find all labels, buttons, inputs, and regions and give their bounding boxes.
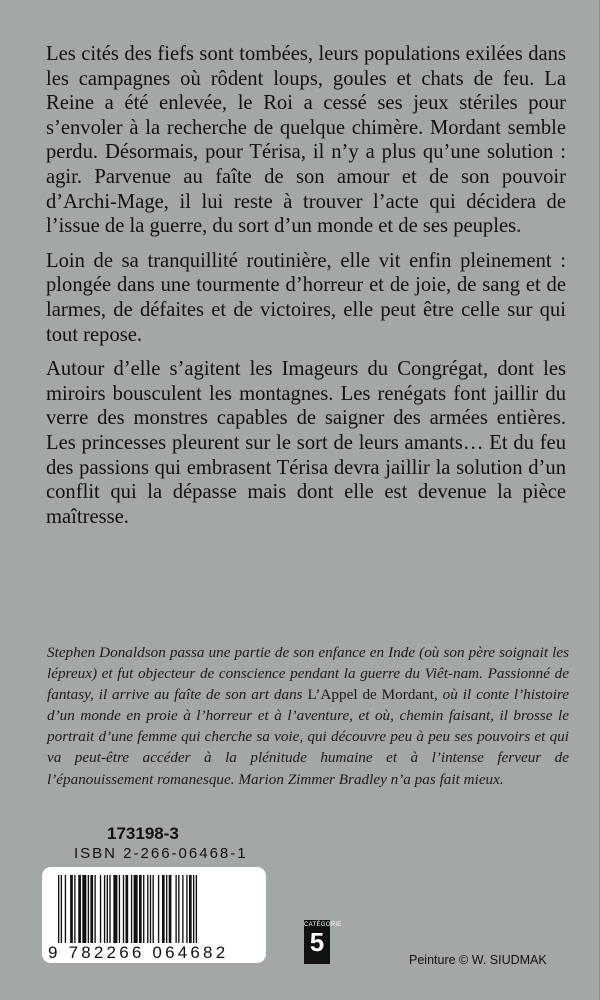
barcode-bar [166,875,167,943]
blurb-text [46,42,566,539]
barcode-bar [123,875,124,943]
barcode-bar [109,875,110,943]
category-number: 5 [309,927,325,957]
bio-book-title: L’Appel de Mordant, [302,686,443,704]
barcode-bar [113,875,117,943]
catalog-code: 173198-3 [107,824,179,843]
cover-art-credit: Peinture © W. SIUDMAK [409,953,547,967]
barcode-bar [178,875,179,943]
barcode-bar [189,875,192,943]
barcode-bar [147,875,148,943]
barcode-bar [186,875,187,943]
author-bio [47,642,569,790]
barcode-bar [150,875,151,943]
barcode-bar [104,875,105,943]
barcode-bar [126,875,129,943]
barcode-bar [100,875,101,943]
barcode-bar [58,875,59,943]
barcode-bar [94,875,95,943]
blurb-paragraph: Loin de sa tranquillité routinière, elle vit enfin pleinement : plongée dans une tourmente d’horreur et de joie, de sang et de larmes, de défaites et de victoires, elle peut être celle sur qui tout repose. [46,249,566,346]
barcode-bar [158,875,159,943]
barcode-bar [134,875,138,943]
barcode-bar [193,875,194,943]
barcode-bar [61,875,62,943]
isbn-number: ISBN 2-266-06468-1 [74,845,248,862]
blurb-paragraph: Autour d’elle s’agitent les Imageurs du Congrégat, dont les miroirs bousculent les montagnes. Les renégats font jaillir du verre des monstres capables de saigner des armées entières. Les princesses pleurent sur le sort de leurs amants… Et du feu des passions qui embrasent Térisa devra jaillir la solution d’un conflit qui la dépasse mais dont elle est devenue la pièce maîtresse. [46,358,566,528]
barcode-bar [169,875,172,943]
barcode [42,867,266,963]
barcode-bar [119,875,120,943]
barcode-bar [65,875,66,943]
barcode-bar [70,875,73,943]
blurb-paragraph: Les cités des fiefs sont tombées, leurs populations exilées dans les campagnes où rôdent loups, goules et chats de feu. La Reine a été enlevée, le Roi a cessé ses jeux stériles pour s’envoler à la recherche de quelque chimère. Mordant semble perdu. Désormais, pour Térisa, il n’y a plus qu’une solution : agir. Parvenue au faîte de son amour et de son pouvoir d’Archi-Mage, il lui reste à trouver l’acte qui décidera de l’issue de la guerre, du sort d’un monde et de ses peuples. [46,43,566,238]
barcode-bar [139,875,142,943]
barcode-bar [175,875,176,943]
barcode-bar [74,875,75,943]
barcode-bar [82,875,86,943]
bio-text-part1: Stephen Donaldson passa une partie de son enfance en Inde (où son père soignait les lépreux) et fut objecteur de conscience pendant la guerre du Viêt-nam. Passionné de fantasy, il arrive au faîte de son art dans [47,644,569,704]
barcode-bar [90,875,93,943]
barcode-bar [88,875,89,943]
barcode-bar [78,875,81,943]
barcode-digits: 9 782266 064682 [48,943,229,962]
category-badge [304,920,342,964]
barcode-bar [162,875,165,943]
barcode-bar [143,875,144,943]
bio-text-part2: où il conte l’histoire d’un monde en proie à l’horreur et à l’aventure, et où, chemin faisant, il brosse le portrait d’une femme qui cherche sa voie, qui découvre peu à peu ses pouvoirs et qui va peut-être accéder à la plénitude humaine et à l’intense ferveur de l’épanouissement romanesque. Marion Zimmer Bradley n’a pas fait mieux. [47,686,569,788]
barcode-bar [196,875,197,943]
barcode-bar [153,875,154,943]
category-label: CATÉGORIE [304,922,342,928]
barcode-bar [131,875,132,943]
barcode-bar [182,875,183,943]
barcode-bar [107,875,108,943]
barcode-bars [58,875,252,943]
